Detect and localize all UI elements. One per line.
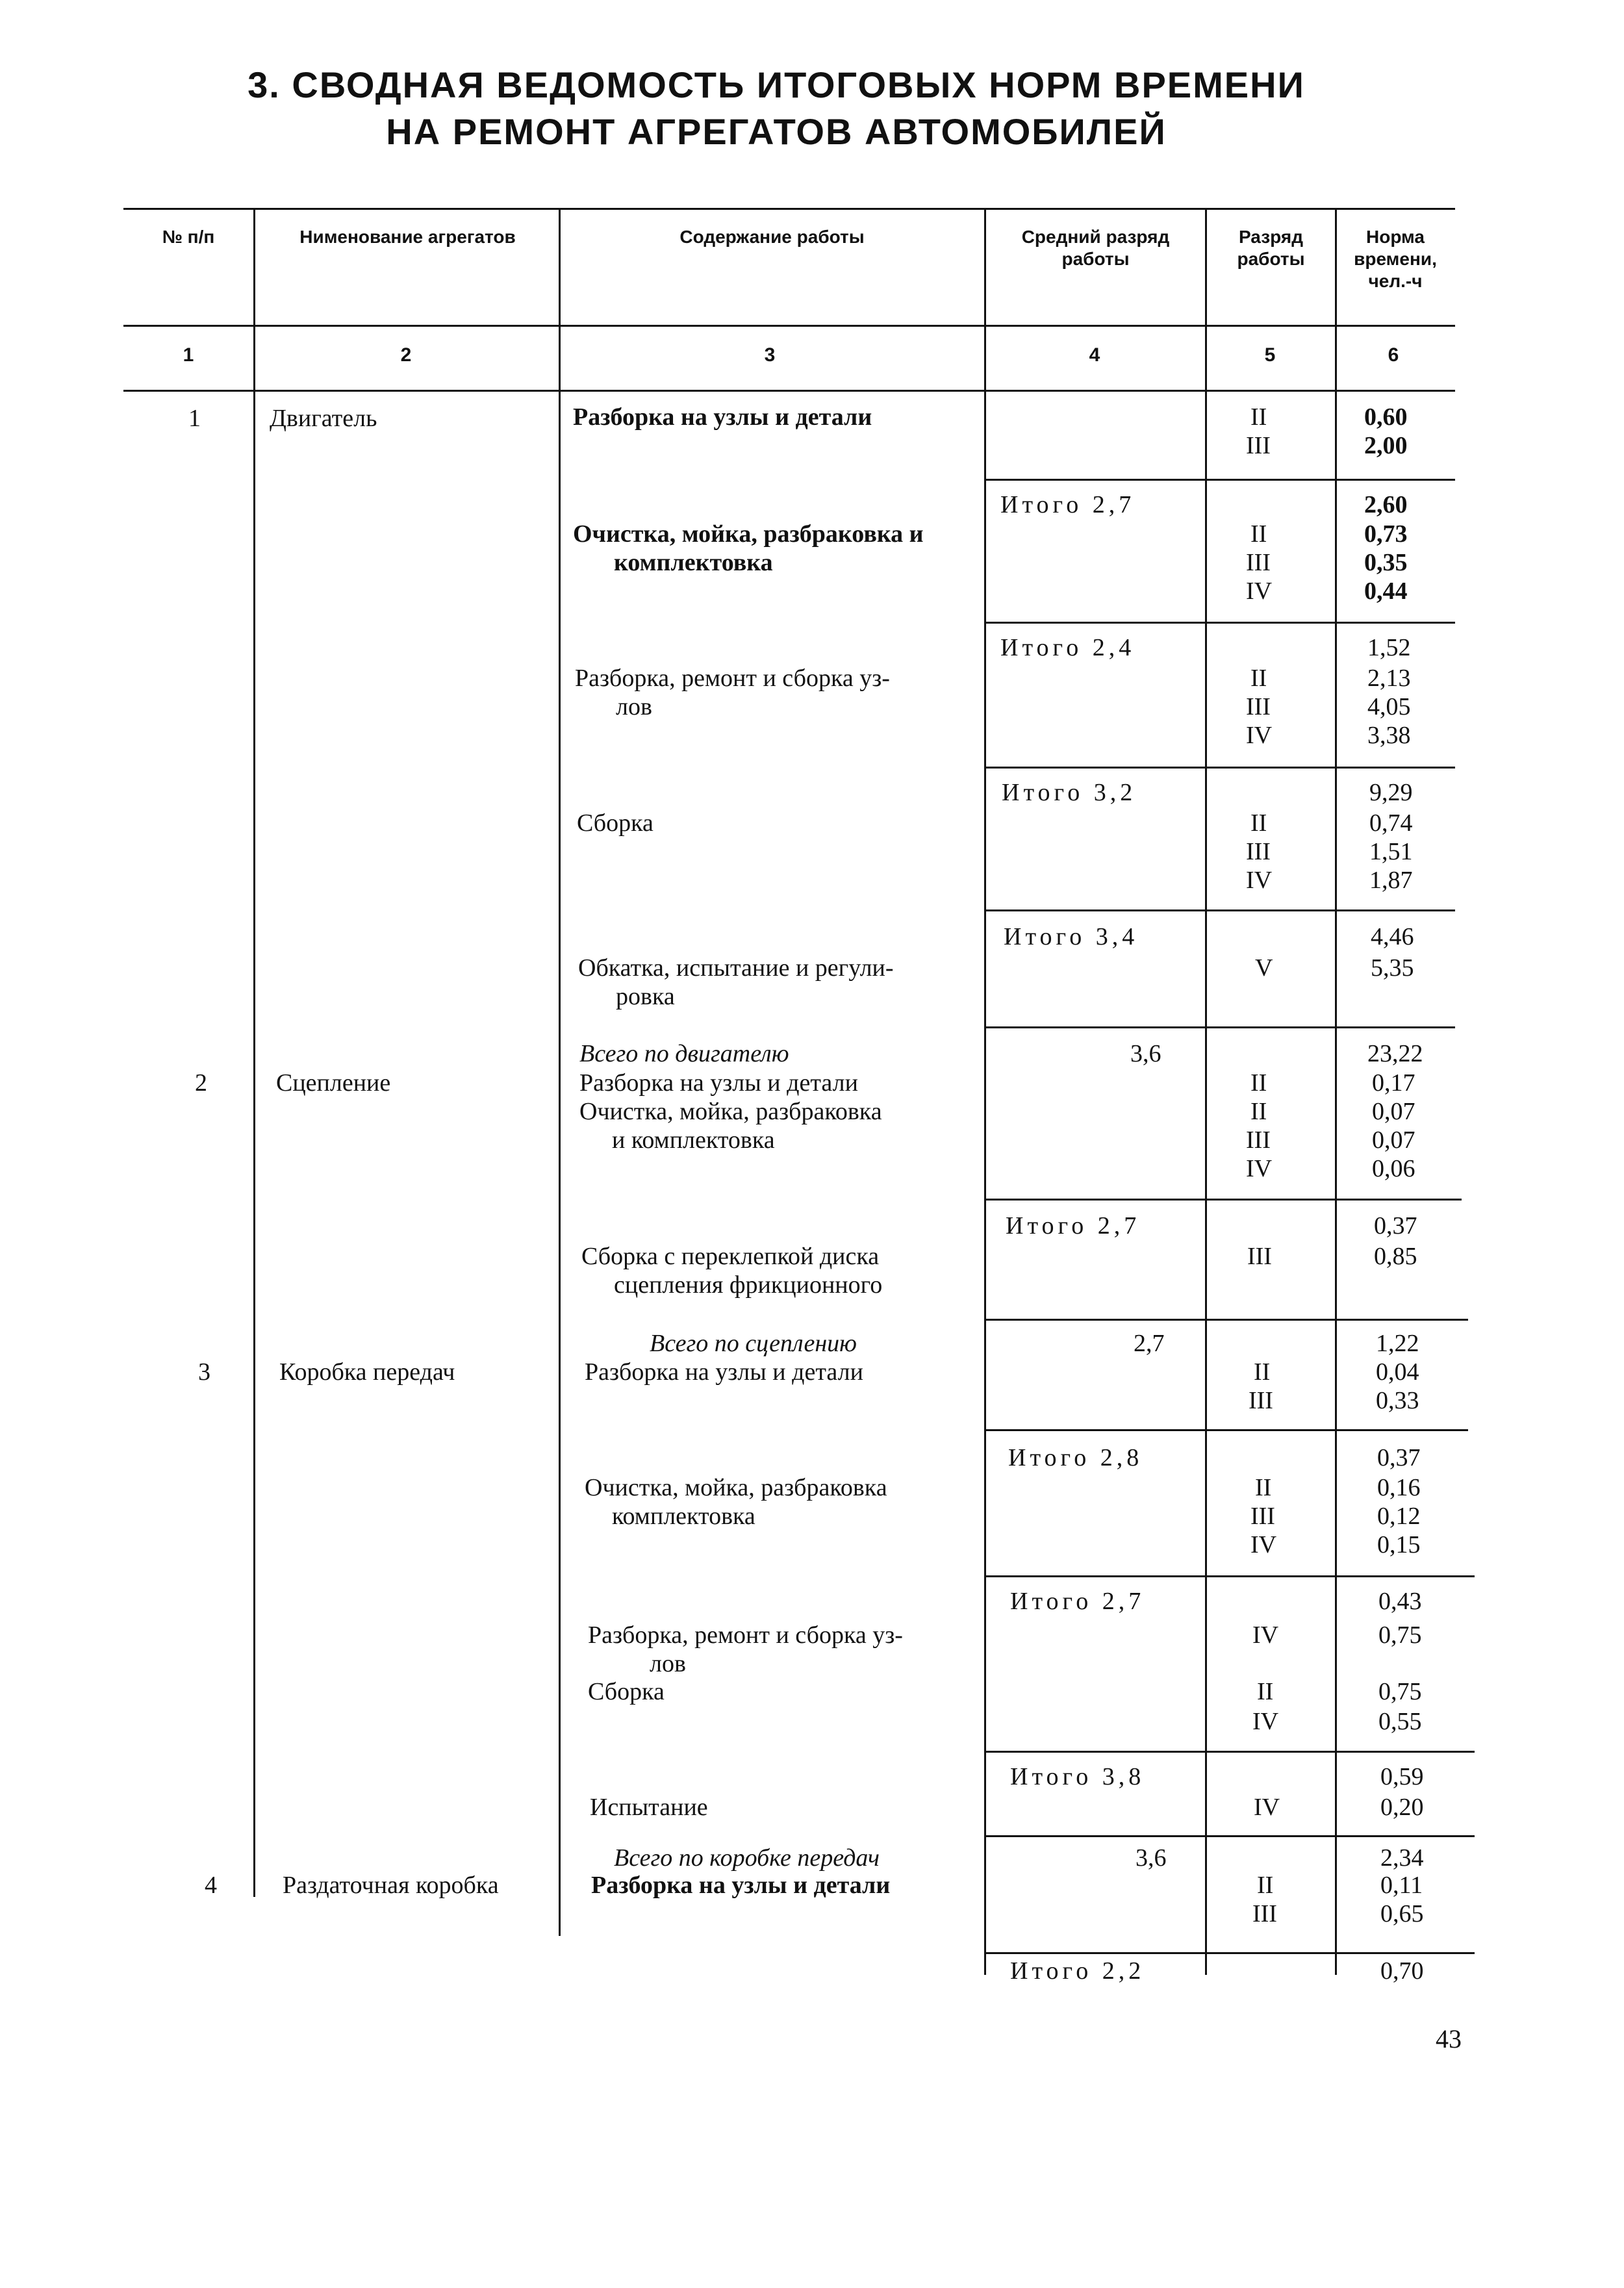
grade: III (1246, 838, 1271, 865)
work-text: Разборка, ремонт и сборка уз- (588, 1621, 903, 1649)
grade: II (1250, 665, 1267, 692)
total-text: Всего по коробке передач (614, 1844, 880, 1872)
grade: V (1255, 954, 1273, 982)
norm: 0,04 (1376, 1358, 1419, 1386)
norm: 0,33 (1376, 1387, 1419, 1414)
grade: II (1257, 1872, 1274, 1899)
colnum-1: 1 (183, 344, 194, 366)
row-rule (984, 767, 1455, 769)
grade: IV (1246, 1155, 1273, 1182)
row-rule (984, 1575, 1475, 1577)
norm: 0,44 (1364, 578, 1408, 605)
work-text: Разборка на узлы и детали (585, 1358, 863, 1386)
col-divider-1 (253, 208, 255, 1897)
col-divider-2 (559, 208, 561, 1936)
norm: 0,07 (1372, 1126, 1415, 1154)
norm: 2,60 (1364, 491, 1408, 518)
grade: II (1255, 1474, 1272, 1501)
work-text: сцепления фрикционного (614, 1271, 883, 1299)
work-text: комплектовка (614, 549, 773, 576)
norm: 2,00 (1364, 432, 1408, 459)
colnum-4: 4 (1089, 344, 1100, 366)
grade: II (1250, 809, 1267, 837)
work-text: Сборка с переклепкой диска (581, 1243, 880, 1270)
grade: III (1246, 432, 1271, 459)
itogo-label: Итого 2,7 (1000, 491, 1136, 518)
norm: 0,59 (1380, 1763, 1424, 1790)
title-line-2: НА РЕМОНТ АГРЕГАТОВ АВТОМОБИЛЕЙ (386, 111, 1167, 152)
norm: 0,75 (1378, 1621, 1422, 1649)
header-bottom-rule (123, 325, 1455, 327)
work-text: комплектовка (612, 1503, 755, 1530)
colnum-bottom-rule (123, 390, 1455, 392)
grade: II (1250, 403, 1267, 431)
itogo-label: Итого 3,4 (1004, 923, 1139, 950)
norm: 3,38 (1367, 722, 1411, 749)
norm: 0,16 (1377, 1474, 1421, 1501)
norm: 0,37 (1377, 1444, 1421, 1471)
work-text: Обкатка, испытание и регули- (578, 954, 894, 982)
grade: IV (1252, 1708, 1279, 1735)
norm: 0,60 (1364, 403, 1408, 431)
work-text: Сборка (588, 1678, 665, 1705)
grade: III (1246, 1126, 1271, 1154)
work-text: лов (616, 693, 652, 720)
grade: IV (1254, 1794, 1280, 1821)
colnum-3: 3 (764, 344, 776, 366)
row-rule (984, 1199, 1462, 1201)
row-rule (984, 1026, 1455, 1028)
row-rule (984, 1751, 1475, 1753)
page-title (0, 62, 1624, 155)
norm: 0,37 (1374, 1212, 1417, 1239)
col-divider-3 (984, 208, 986, 1975)
norm: 23,22 (1367, 1040, 1423, 1067)
grade: III (1246, 693, 1271, 720)
header-col-3: Содержание работы (679, 227, 865, 247)
colnum-2: 2 (400, 344, 412, 366)
norm: 9,29 (1369, 779, 1413, 806)
table-top-rule (123, 208, 1455, 210)
row-rule (984, 909, 1455, 911)
norm: 0,55 (1378, 1708, 1422, 1735)
grade: IV (1246, 722, 1273, 749)
row-rule (984, 1952, 1475, 1954)
itogo-label: Итого 2,4 (1000, 634, 1136, 661)
average-grade: 3,6 (1130, 1040, 1161, 1067)
grade: II (1250, 1069, 1267, 1097)
itogo-label: Итого 2,2 (1010, 1957, 1145, 1985)
colnum-6: 6 (1388, 344, 1399, 366)
norm: 1,87 (1369, 867, 1413, 894)
grade: III (1250, 1503, 1275, 1530)
work-text: Сборка (577, 809, 653, 837)
header-col-4: Средний разряд работы (1021, 227, 1170, 269)
grade: II (1257, 1678, 1274, 1705)
itogo-label: Итого 3,8 (1010, 1763, 1145, 1790)
unit-name: Раздаточная коробка (283, 1872, 499, 1899)
grade: IV (1246, 867, 1273, 894)
norm: 0,11 (1380, 1872, 1423, 1899)
unit-number: 1 (188, 405, 201, 432)
header-col-5: Разряд работы (1237, 227, 1305, 269)
work-text: Испытание (590, 1794, 708, 1821)
norm: 1,22 (1376, 1330, 1419, 1357)
grade: II (1250, 1098, 1267, 1125)
norm: 1,51 (1369, 838, 1413, 865)
norm: 0,70 (1380, 1957, 1424, 1985)
header-col-1: № п/п (162, 227, 215, 247)
grade: IV (1252, 1621, 1279, 1649)
grade: III (1252, 1900, 1277, 1927)
unit-name: Двигатель (270, 405, 377, 432)
page-number: 43 (1436, 2024, 1462, 2053)
norm: 0,65 (1380, 1900, 1424, 1927)
norm: 5,35 (1371, 954, 1414, 982)
work-text: Очистка, мойка, разбраковка (579, 1098, 882, 1125)
total-text: Всего по сцеплению (650, 1330, 857, 1357)
unit-name: Сцепление (276, 1069, 391, 1097)
norm: 0,43 (1378, 1588, 1422, 1615)
work-text: Разборка на узлы и детали (573, 403, 872, 431)
row-rule (984, 1835, 1475, 1837)
norm: 0,85 (1374, 1243, 1417, 1270)
itogo-label: Итого 2,7 (1006, 1212, 1141, 1239)
work-text: Разборка на узлы и детали (579, 1069, 858, 1097)
grade: II (1254, 1358, 1271, 1386)
title-line-1: 3. СВОДНАЯ ВЕДОМОСТЬ ИТОГОВЫХ НОРМ ВРЕМЕНИ (247, 64, 1305, 105)
grade: III (1249, 1387, 1273, 1414)
norm: 0,06 (1372, 1155, 1415, 1182)
norm: 0,74 (1369, 809, 1413, 837)
itogo-label: Итого 2,7 (1010, 1588, 1145, 1615)
header-col-2: Нименование агрегатов (299, 227, 516, 247)
unit-number: 4 (205, 1872, 217, 1899)
grade: IV (1246, 578, 1273, 605)
norm: 0,73 (1364, 520, 1408, 548)
norm: 0,35 (1364, 549, 1408, 576)
norm: 2,34 (1380, 1844, 1424, 1872)
header-col-6: Норма времени, чел.-ч (1354, 227, 1437, 291)
unit-number: 2 (195, 1069, 207, 1097)
work-text: Очистка, мойка, разбраковка и (573, 520, 924, 548)
norm: 0,20 (1380, 1794, 1424, 1821)
work-text: ровка (616, 983, 675, 1010)
grade: III (1246, 549, 1271, 576)
norm: 0,75 (1378, 1678, 1422, 1705)
row-rule (984, 1319, 1468, 1321)
work-text: и комплектовка (612, 1126, 775, 1154)
row-rule (984, 1429, 1468, 1431)
work-text: лов (650, 1650, 686, 1677)
colnum-5: 5 (1264, 344, 1276, 366)
col-divider-4 (1205, 208, 1207, 1975)
unit-number: 3 (198, 1358, 210, 1386)
norm: 0,07 (1372, 1098, 1415, 1125)
average-grade: 2,7 (1134, 1330, 1165, 1357)
unit-name: Коробка передач (279, 1358, 455, 1386)
grade: IV (1250, 1531, 1277, 1558)
norm: 0,12 (1377, 1503, 1421, 1530)
itogo-label: Итого 3,2 (1002, 779, 1137, 806)
grade: III (1247, 1243, 1272, 1270)
norm: 4,05 (1367, 693, 1411, 720)
total-text: Всего по двигателю (579, 1040, 789, 1067)
average-grade: 3,6 (1136, 1844, 1167, 1872)
row-rule (984, 622, 1455, 624)
norm: 2,13 (1367, 665, 1411, 692)
grade: II (1250, 520, 1267, 548)
norm: 1,52 (1367, 634, 1411, 661)
norm: 4,46 (1371, 923, 1414, 950)
work-text: Разборка на узлы и детали (591, 1872, 891, 1899)
norm: 0,17 (1372, 1069, 1415, 1097)
work-text: Разборка, ремонт и сборка уз- (575, 665, 890, 692)
itogo-label: Итого 2,8 (1008, 1444, 1143, 1471)
work-text: Очистка, мойка, разбраковка (585, 1474, 887, 1501)
norm: 0,15 (1377, 1531, 1421, 1558)
row-rule (984, 479, 1455, 481)
